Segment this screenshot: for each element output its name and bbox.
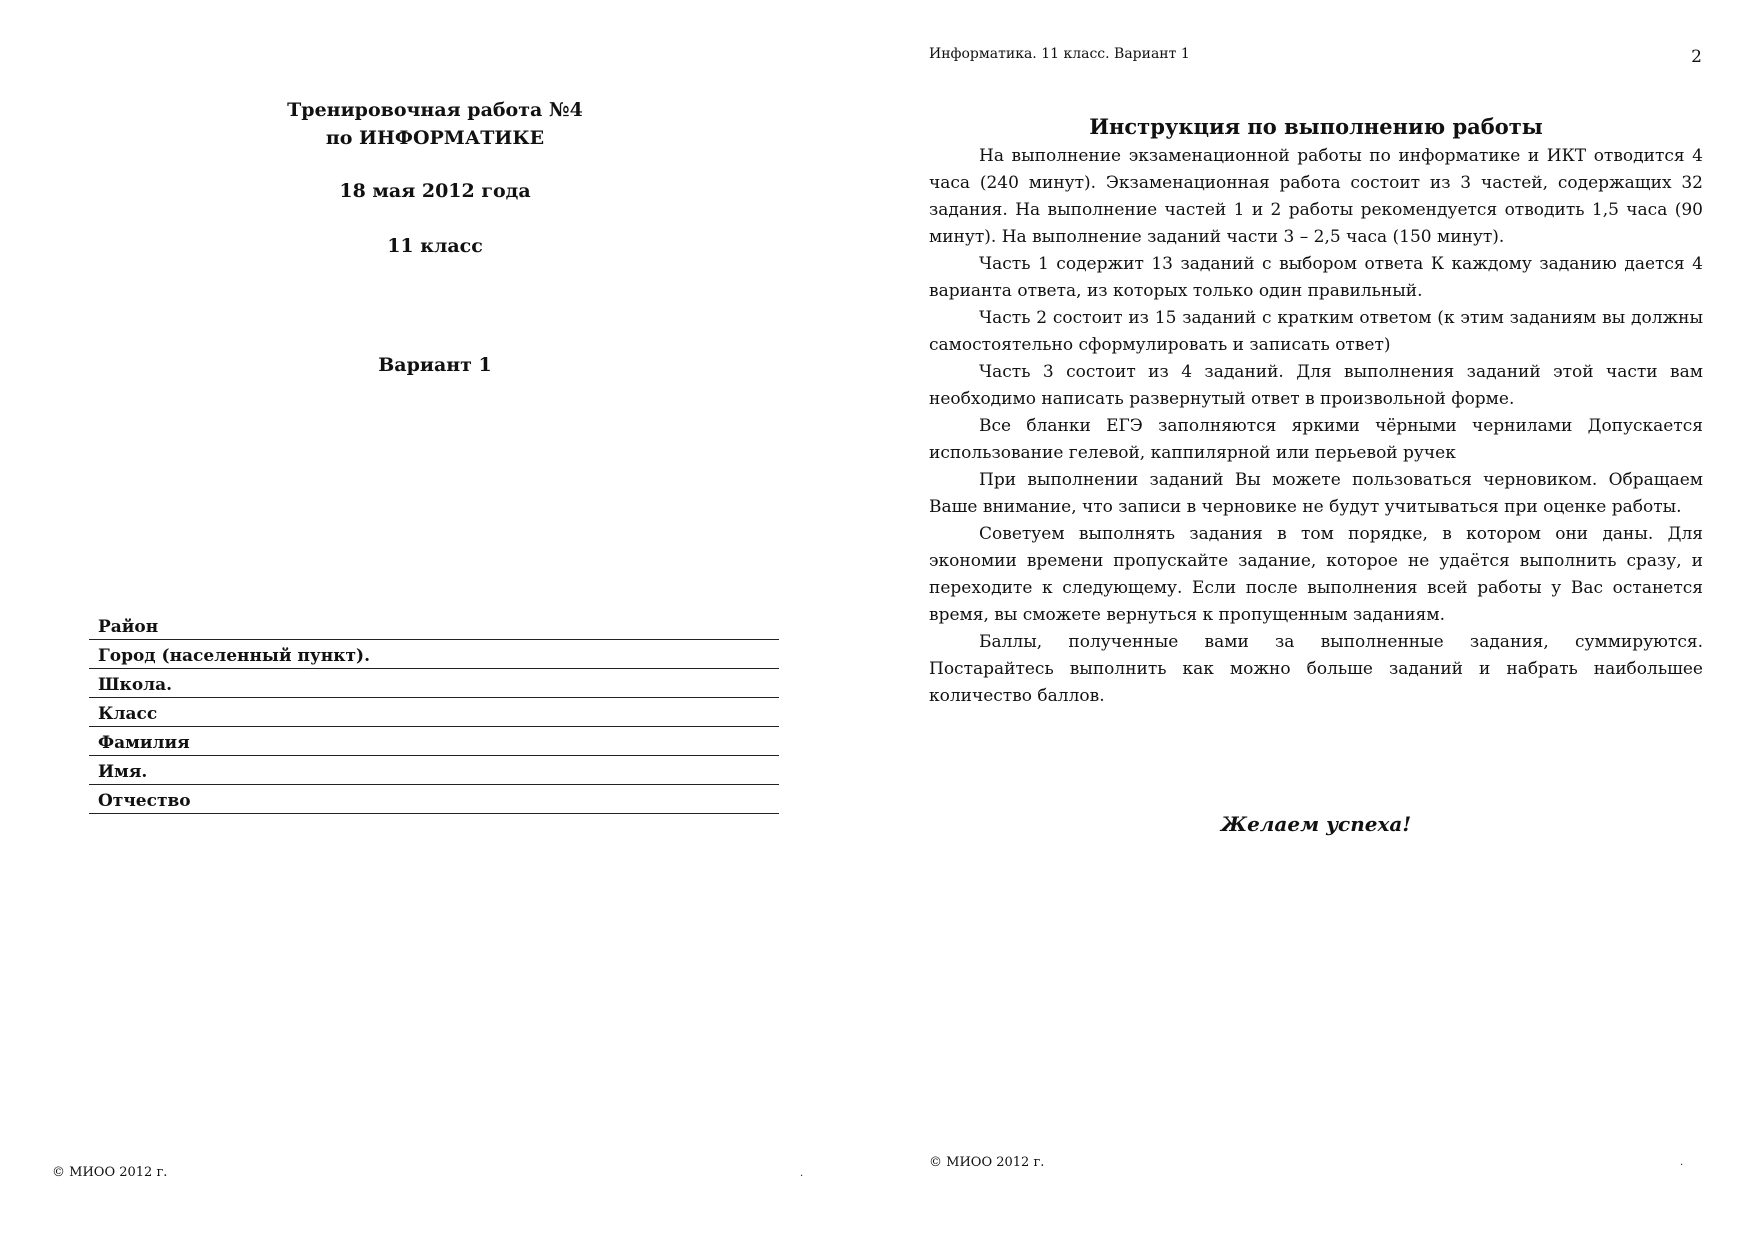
instruction-paragraph: При выполнении заданий Вы можете пользоваться черновиком. Обращаем Ваше внимание, что записи в черновике не будут учитываться при оценке работы.	[929, 470, 1703, 517]
footer-mark-left: .	[800, 1168, 804, 1179]
running-header: Информатика. 11 класс. Вариант 1	[929, 46, 1190, 62]
exam-date: 18 мая 2012 года	[339, 180, 531, 202]
grade-label: 11 класс	[387, 235, 483, 257]
title-line-2: по ИНФОРМАТИКЕ	[325, 127, 545, 149]
page-number: 2	[1691, 47, 1702, 67]
footer-mark-right: .	[1680, 1157, 1684, 1168]
instruction-paragraph: Часть 1 содержит 13 заданий с выбором ответа К каждому заданию дается 4 варианта ответа, из которых только один правильный.	[929, 254, 1703, 301]
copyright-left: © МИОО 2012 г.	[52, 1165, 168, 1180]
student-info-form	[89, 612, 779, 814]
instructions-page	[877, 0, 1754, 1239]
instruction-paragraph: На выполнение экзаменационной работы по информатике и ИКТ отводится 4 часа (240 минут). Экзаменационная работа состоит из 3 частей, содержащих 32 задания. На выполнение частей 1 и 2 работы рекомендуется отводить 1,5 часа (90 минут). На выполнение заданий части 3 – 2,5 часа (150 минут).	[929, 146, 1703, 247]
instruction-paragraph: Все бланки ЕГЭ заполняются яркими чёрными чернилами Допускается использование гелевой, каппилярной или перьевой ручек	[929, 416, 1703, 463]
form-field-district[interactable]: Район	[89, 612, 779, 640]
instruction-paragraph: Часть 3 состоит из 4 заданий. Для выполнения заданий этой части вам необходимо написать развернутый ответ в произвольной форме.	[929, 362, 1703, 409]
form-field-patronymic[interactable]: Отчество	[89, 786, 779, 814]
form-field-surname[interactable]: Фамилия	[89, 728, 779, 756]
instruction-paragraph: Советуем выполнять задания в том порядке, в котором они даны. Для экономии времени пропускайте задание, которое не удаётся выполнить сразу, и переходите к следующему. Если после выполнения всей работы у Вас останется время, вы сможете вернуться к пропущенным заданиям.	[929, 524, 1703, 625]
instructions-heading: Инструкция по выполнению работы	[1089, 114, 1543, 139]
variant-label: Вариант 1	[378, 354, 492, 376]
closing-wish: Желаем успеха!	[1220, 812, 1412, 836]
instructions-body	[929, 143, 1703, 710]
copyright-right: © МИОО 2012 г.	[929, 1155, 1045, 1170]
title-line-1: Тренировочная работа №4	[287, 99, 583, 121]
form-field-city[interactable]: Город (населенный пункт).	[89, 641, 779, 669]
instruction-paragraph: Баллы, полученные вами за выполненные задания, суммируются. Постарайтесь выполнить как можно больше заданий и набрать наибольшее количество баллов.	[929, 632, 1703, 706]
instruction-paragraph: Часть 2 состоит из 15 заданий с кратким ответом (к этим заданиям вы должны самостоятельно сформулировать и записать ответ)	[929, 308, 1703, 355]
form-field-name[interactable]: Имя.	[89, 757, 779, 785]
form-field-class[interactable]: Класс	[89, 699, 779, 727]
document-title	[90, 96, 780, 152]
form-field-school[interactable]: Школа.	[89, 670, 779, 698]
